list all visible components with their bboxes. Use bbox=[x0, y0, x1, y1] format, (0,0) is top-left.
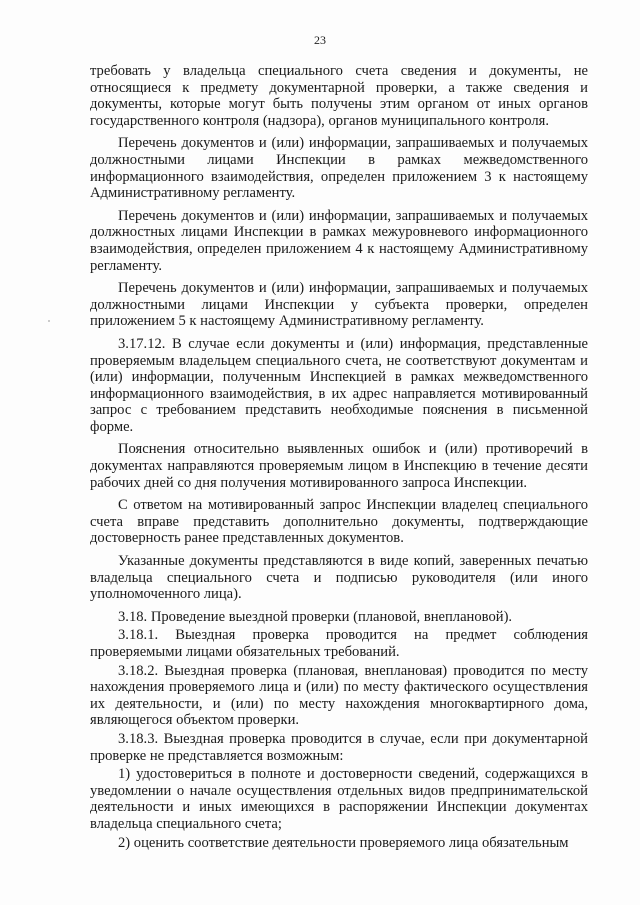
paragraph-copies: Указанные документы представляются в виде копий, заверенных печатью владельца специального счета и подписью руководителя (или иного уполномоченного лица). bbox=[90, 553, 588, 603]
paragraph-interdepartmental-list: Перечень документов и (или) информации, запрашиваемых и получаемых должностными лицами Инспекции в рамках межведомственного информационного взаимодействия, определен приложением 3 к настоящему Административному регламенту. bbox=[90, 135, 588, 202]
paragraph-3-17-12: 3.17.12. В случае если документы и (или) информация, представленные проверяемым владельцем специального счета, не соответствуют документам и (или) информации, полученным Инспекцией в рамках межведомственного информационного взаимодействия, в их адрес направляется мотивированный запрос с требованием представить необходимые пояснения в письменной форме. bbox=[90, 335, 588, 435]
document-body bbox=[90, 63, 588, 853]
paragraph-3-18-3: 3.18.3. Выездная проверка проводится в случае, если при документарной проверке не представляется возможным: bbox=[90, 730, 588, 764]
paragraph-3-18-2: 3.18.2. Выездная проверка (плановая, внеплановая) проводится по месту нахождения проверяемого лица и (или) по месту фактического осуществления их деятельности, и (или) по месту нахождения многоквартирного дома, являющегося объектом проверки. bbox=[90, 662, 588, 729]
scan-speck bbox=[48, 320, 50, 322]
paragraph-interlevel-list: Перечень документов и (или) информации, запрашиваемых и получаемых должностных лицами Инспекции в рамках межуровневого информационного взаимодействия, определен приложением 4 к настоящему Административному регламенту. bbox=[90, 207, 588, 274]
page-number: 23 bbox=[314, 33, 326, 47]
paragraph-continuation: требовать у владельца специального счета сведения и документы, не относящиеся к предмету документарной проверки, а также сведения и документы, которые могут быть получены этим органом от иных органов государственного контроля (надзора), органов муниципального контроля. bbox=[90, 63, 588, 129]
list-item-2: 2) оценить соответствие деятельности проверяемого лица обязательным bbox=[118, 834, 569, 851]
paragraph-3-18-1: 3.18.1. Выездная проверка проводится на предмет соблюдения проверяемыми лицами обязательных требований. bbox=[90, 627, 588, 660]
paragraph-subject-list: Перечень документов и (или) информации, запрашиваемых и получаемых должностными лицами Инспекции у субъекта проверки, определен приложением 5 к настоящему Административному регламенту. bbox=[90, 280, 588, 330]
paragraph-response: С ответом на мотивированный запрос Инспекции владелец специального счета вправе представить дополнительно документы, подтверждающие достоверность ранее представленных документов. bbox=[90, 497, 588, 547]
paragraph-explanations: Пояснения относительно выявленных ошибок и (или) противоречий в документах направляются проверяемым лицом в Инспекцию в течение десяти рабочих дней со дня получения мотивированного запроса Инспекции. bbox=[90, 441, 588, 491]
paragraph-3-18: 3.18. Проведение выездной проверки (плановой, внеплановой). bbox=[118, 608, 513, 625]
list-item-1: 1) удостовериться в полноте и достоверности сведений, содержащихся в уведомлении о начале осуществления отдельных видов предпринимательской деятельности и иных имеющихся в распоряжении Инспекции документах владельца специального счета; bbox=[90, 766, 588, 832]
